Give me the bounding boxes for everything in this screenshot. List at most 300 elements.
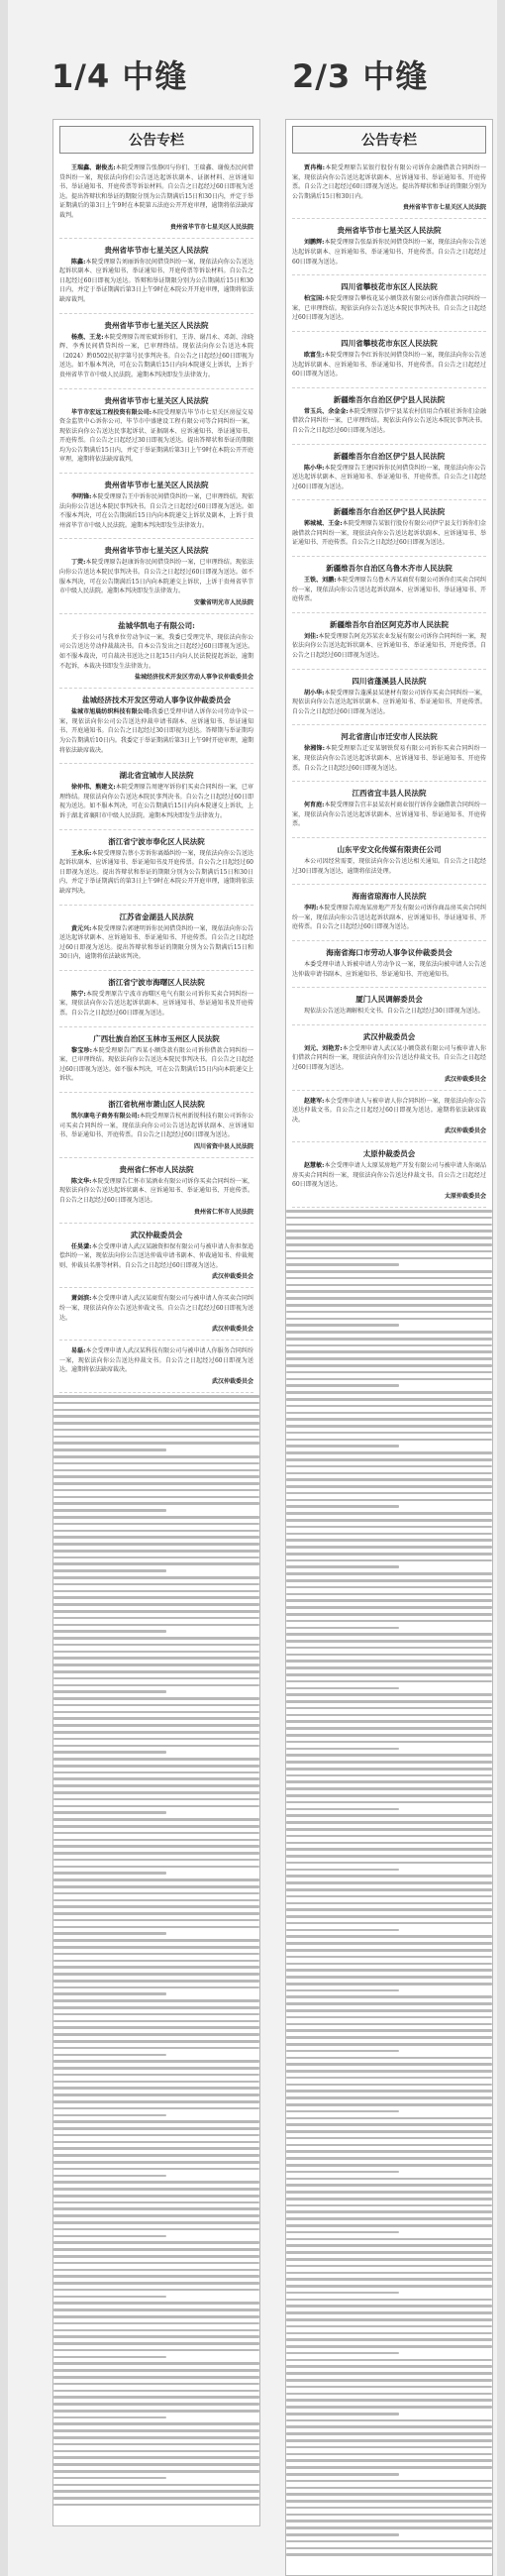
text-line bbox=[53, 2100, 259, 2103]
text-line bbox=[286, 1660, 492, 1663]
text-line bbox=[53, 1818, 259, 1821]
text-line bbox=[53, 1644, 259, 1647]
text-line bbox=[286, 1842, 492, 1845]
notice-item bbox=[59, 1224, 253, 1289]
notice-party: 丁荧: bbox=[71, 559, 86, 567]
notice-list bbox=[286, 158, 492, 2556]
text-line bbox=[53, 1415, 259, 1418]
notice-text: 本院受理原告周宏斌诉你们、王涛、谢昌永、邓剑、涂晓辉、李秀民间借贷纠纷一案，已审理终结。现依法向你公告送达本院（2024）黔0502民初字第号民事判决书。自公告之日起经过60日即视为送达。如不服本判决，可在公告期满后15日内向本院递交上诉状，上诉于贵州省毕节市中级人民法院。逾期本判决即发生法律效力。 bbox=[59, 333, 253, 378]
text-line bbox=[53, 2047, 259, 2050]
notice-body bbox=[292, 351, 486, 379]
notice-party: 黄元兴: bbox=[71, 924, 92, 932]
text-line bbox=[286, 1654, 492, 1657]
text-line bbox=[286, 1478, 492, 1481]
text-line bbox=[286, 1485, 492, 1488]
text-line bbox=[53, 1409, 259, 1412]
notice-body bbox=[59, 1177, 253, 1206]
text-line bbox=[286, 1969, 492, 1972]
text-line bbox=[286, 2110, 399, 2113]
text-line bbox=[286, 1848, 492, 1851]
text-line bbox=[286, 1539, 492, 1542]
page-title-right: 2/3 中缝 bbox=[292, 57, 429, 95]
notice-body bbox=[292, 1097, 486, 1126]
text-line bbox=[286, 1666, 492, 1669]
notice-item bbox=[59, 830, 253, 906]
notice-item bbox=[292, 782, 486, 838]
text-line bbox=[286, 1236, 492, 1239]
notice-issuer: 武汉仲裁委员会 bbox=[130, 1230, 183, 1239]
text-line bbox=[286, 1687, 399, 1690]
text-line bbox=[53, 2221, 259, 2224]
text-line bbox=[53, 2484, 259, 2487]
notice-body bbox=[59, 408, 253, 466]
text-line bbox=[286, 1357, 492, 1360]
text-line bbox=[286, 2023, 492, 2026]
notice-item bbox=[292, 725, 486, 782]
text-line bbox=[53, 2040, 259, 2043]
text-line bbox=[286, 1714, 492, 1717]
text-line bbox=[286, 2217, 492, 2220]
text-line bbox=[286, 2036, 492, 2039]
notice-issuer: 新疆维吾尔自治区伊宁县人民法院 bbox=[333, 451, 446, 461]
text-line bbox=[53, 2329, 259, 2332]
notice-issuer: 浙江省宁波市奉化区人民法院 bbox=[108, 836, 205, 846]
text-line bbox=[286, 1230, 492, 1233]
text-line bbox=[286, 2285, 492, 2288]
text-line bbox=[286, 1593, 492, 1596]
text-line bbox=[286, 2305, 492, 2308]
text-line bbox=[286, 2292, 399, 2295]
notice-body bbox=[292, 689, 486, 717]
notice-item bbox=[292, 941, 486, 988]
text-line bbox=[53, 2060, 259, 2063]
notice-signature: 武汉仲裁委员会 bbox=[444, 1127, 486, 1135]
text-line bbox=[286, 1318, 492, 1321]
text-line bbox=[53, 1496, 259, 1499]
text-line bbox=[53, 1872, 166, 1875]
notice-body bbox=[292, 801, 486, 829]
notice-item bbox=[59, 539, 253, 613]
notice-issuer: 新疆维吾尔自治区伊宁县人民法院 bbox=[333, 394, 446, 404]
notice-body bbox=[292, 1161, 486, 1190]
text-line bbox=[53, 1684, 259, 1687]
notice-item bbox=[59, 389, 253, 475]
text-line bbox=[53, 2335, 259, 2338]
notice-party: 陈鑫: bbox=[71, 258, 86, 266]
text-line bbox=[53, 2241, 259, 2244]
notice-issuer: 新疆维吾尔自治区伊宁县人民法院 bbox=[333, 507, 446, 517]
notice-text: 本院受理原告攀枝花某小额贷款有限公司诉你借款合同纠纷一案，已审理终结。现依法向你公告送达本院民事判决书。自公告之日起经过60日即视为送达。 bbox=[292, 295, 486, 322]
notice-item bbox=[59, 971, 253, 1027]
text-line bbox=[53, 1536, 259, 1539]
print-texture bbox=[53, 1395, 259, 2507]
text-line bbox=[53, 1878, 259, 1881]
text-line bbox=[286, 1384, 399, 1387]
text-line bbox=[53, 2248, 259, 2251]
notice-item bbox=[292, 332, 486, 388]
text-line bbox=[286, 1720, 492, 1723]
text-line bbox=[53, 1758, 259, 1761]
text-line bbox=[286, 2043, 492, 2046]
text-line bbox=[53, 1482, 259, 1485]
text-line bbox=[286, 1808, 399, 1811]
text-line bbox=[286, 2272, 492, 2275]
notice-party: 盐城市旭晨纺织科技有限公司: bbox=[71, 708, 152, 716]
notice-party: 李明锋: bbox=[71, 493, 92, 501]
text-line bbox=[53, 2369, 259, 2372]
text-line bbox=[286, 2096, 492, 2099]
text-line bbox=[53, 2067, 259, 2070]
notice-issuer: 河北省唐山市迁安市人民法院 bbox=[341, 732, 438, 742]
notice-issuer: 新疆维吾尔自治区乌鲁木齐市人民法院 bbox=[326, 564, 453, 574]
notice-party: 凯尔康电子商务有限公司: bbox=[71, 1113, 140, 1121]
text-line bbox=[53, 2450, 259, 2453]
notice-item bbox=[292, 275, 486, 332]
text-line bbox=[53, 1596, 259, 1599]
text-line bbox=[286, 2439, 492, 2442]
text-line bbox=[53, 2416, 166, 2419]
text-line bbox=[286, 1465, 492, 1468]
text-line bbox=[53, 2322, 259, 2325]
text-line bbox=[53, 1550, 259, 1553]
notice-list bbox=[53, 158, 259, 2506]
notice-item bbox=[59, 764, 253, 829]
notice-text: 本院受理原告宁波市海曙区电气有限公司诉你买卖合同纠纷一案，现依法向你公告送达起诉状副本、应诉通知书、举证通知书及开庭传票。自公告之日起经过60日即视为送达。 bbox=[59, 990, 253, 1018]
text-line bbox=[286, 2210, 492, 2213]
notice-text: 本院受理原告宜丰县某农村商业银行诉你金融借款合同纠纷一案，现依法向你公告送达起诉状副本、应诉通知书、举证通知书、开庭传票。 bbox=[292, 802, 486, 828]
page-title-left: 1/4 中缝 bbox=[51, 57, 188, 95]
notice-issuer: 贵州省毕节市七星关区人民法院 bbox=[104, 481, 209, 490]
notice-item bbox=[59, 1027, 253, 1093]
notice-issuer: 盐城华凯电子有限公司: bbox=[118, 620, 195, 630]
text-line bbox=[286, 1224, 492, 1227]
text-line bbox=[286, 2191, 492, 2194]
text-line bbox=[286, 2493, 492, 2496]
text-line bbox=[53, 1677, 259, 1680]
text-line bbox=[53, 1402, 259, 1405]
notice-item bbox=[59, 314, 253, 389]
notice-issuer: 贵州省毕节市七星关区人民法院 bbox=[104, 395, 209, 405]
text-line bbox=[286, 2238, 492, 2241]
notice-body bbox=[59, 558, 253, 595]
text-line bbox=[286, 2386, 492, 2389]
notice-issuer: 新疆维吾尔自治区阿克苏市人民法院 bbox=[330, 619, 449, 629]
text-line bbox=[286, 1922, 492, 1925]
notice-issuer: 江西省宜丰县人民法院 bbox=[352, 789, 427, 799]
text-line bbox=[286, 2144, 492, 2147]
text-line bbox=[53, 1999, 259, 2002]
text-line bbox=[286, 2352, 399, 2355]
text-line bbox=[53, 2296, 166, 2299]
text-line bbox=[286, 1257, 492, 1260]
notice-party: 王永乐: bbox=[71, 849, 92, 857]
text-line bbox=[286, 2514, 492, 2517]
notice-body bbox=[59, 990, 253, 1019]
notice-text: 本委受理申请人诉被申请人劳动争议一案，现依法向被申请人公告送达仲裁申请书副本、应诉通知书、举证通知书、开庭通知书。 bbox=[292, 960, 486, 978]
notice-text: 本院受理原告王建国诉你民间借贷纠纷一案，现依法向你公告送达起诉状副本、应诉通知书、举证通知书、开庭传票。自公告之日起经过60日即视为送达。 bbox=[292, 464, 486, 490]
notice-item bbox=[292, 158, 486, 219]
notice-text: 本院受理原告蓬溪县某建材有限公司诉你买卖合同纠纷一案，现依法向你公告送达起诉状副本、应诉通知书、举证通知书、开庭传票。自公告之日起经过60日即视为送达。 bbox=[292, 689, 486, 715]
text-line bbox=[53, 2302, 259, 2305]
notice-text: 本会受理申请人武汉某融资担保有限公司与被申请人你担保追偿纠纷一案，现依法向你公告送达仲裁申请书副本、仲裁通知书、仲裁规则、仲裁员名册等材料。自公告之日起经过60日即视为送达。 bbox=[59, 1242, 253, 1269]
text-line bbox=[53, 1562, 259, 1565]
text-line bbox=[53, 1469, 259, 1472]
notice-text: 本院受理原告张静因与你们、王瑞鑫、谢俊杰民间借贷纠纷一案，现依法向你们公告送达起诉状副本、证据材料、应诉通知书、举证通知书、开庭传票等诉讼材料。自公告之日起经过60日即视为送达。提出答辩状和举证的期限分别为公告期满后15日和30日内，并定于举证期满后的第3日上午9时在本院第五法庭公开开庭审理，逾期将依法缺席裁判。 bbox=[59, 164, 253, 219]
text-line bbox=[53, 2255, 259, 2258]
text-line bbox=[286, 2231, 399, 2234]
text-line bbox=[53, 1784, 259, 1787]
text-line bbox=[53, 1556, 259, 1559]
text-line bbox=[53, 1912, 259, 1915]
text-line bbox=[286, 1331, 492, 1334]
text-line bbox=[286, 2406, 492, 2409]
notice-issuer: 海南省海口市劳动人事争议仲裁委员会 bbox=[326, 947, 453, 957]
text-line bbox=[53, 1905, 259, 1908]
text-line bbox=[53, 1798, 259, 1801]
notice-signature: 贵州省仁怀市人民法院 bbox=[193, 1208, 253, 1216]
text-line bbox=[286, 2365, 492, 2368]
notice-issuer: 贵州省毕节市七星关区人民法院 bbox=[337, 226, 442, 236]
text-line bbox=[53, 2376, 259, 2379]
text-line bbox=[53, 1926, 259, 1929]
notice-text: 我委已受理申请人诉你公司劳动争议一案，现依法向你公司公告送达仲裁申请书副本、应诉通知书、举证通知书、开庭通知书。自公告之日起经过30日即视为送达。答辩期与举证期均为公告期满后10日内。我委定于举证期满后第3日上午9时开庭审理，逾期将依法缺席裁决。 bbox=[59, 708, 253, 754]
text-line bbox=[286, 1707, 492, 1710]
text-line bbox=[286, 1741, 492, 1744]
notice-signature: 武汉仲裁委员会 bbox=[444, 1075, 486, 1083]
notice-issuer: 山东平安文化传媒有限责任公司 bbox=[337, 844, 442, 854]
text-line bbox=[53, 1395, 259, 1398]
text-line bbox=[286, 2359, 492, 2362]
text-line bbox=[286, 2164, 492, 2167]
notice-body bbox=[59, 633, 253, 671]
text-line bbox=[286, 1492, 492, 1495]
text-line bbox=[286, 1472, 492, 1475]
text-line bbox=[53, 1711, 259, 1714]
notice-party: 徐湘锋: bbox=[304, 745, 326, 753]
print-texture bbox=[286, 1210, 492, 2556]
text-line bbox=[286, 1458, 492, 1461]
text-line bbox=[53, 1966, 259, 1969]
notice-body bbox=[59, 1242, 253, 1271]
text-line bbox=[286, 1821, 492, 1824]
notice-signature: 盐城经济技术开发区劳动人事争议仲裁委员会 bbox=[134, 674, 253, 682]
text-line bbox=[53, 1946, 259, 1949]
notice-issuer: 海南省琼海市人民法院 bbox=[352, 892, 427, 902]
text-line bbox=[53, 2349, 259, 2352]
text-line bbox=[286, 1633, 492, 1636]
notice-text: 本公司因经营需要，现依法向你公告送达相关通知。自公告之日起经过30日即视为送达，逾期将依法处理。 bbox=[292, 857, 486, 875]
text-line bbox=[53, 2114, 166, 2117]
notice-issuer: 贵州省毕节市七星关区人民法院 bbox=[104, 320, 209, 330]
text-line bbox=[53, 1583, 259, 1586]
text-line bbox=[286, 1277, 492, 1280]
text-line bbox=[53, 1745, 259, 1748]
notice-party: 王瑞鑫、谢俊杰: bbox=[71, 164, 116, 171]
text-line bbox=[286, 1526, 492, 1529]
notice-body bbox=[59, 333, 253, 380]
text-line bbox=[286, 1270, 492, 1273]
notice-signature: 武汉仲裁委员会 bbox=[211, 1273, 253, 1281]
text-line bbox=[286, 1734, 492, 1737]
notice-party: 郭城城、王金: bbox=[304, 520, 343, 528]
text-line bbox=[286, 1935, 492, 1938]
text-line bbox=[286, 1599, 492, 1602]
notice-party: 贾冉梅: bbox=[304, 164, 326, 171]
notice-text: 本院受理原告某银行股份有限公司伊宁县支行诉你们金融借款合同纠纷一案，现依法向你公告送达起诉状副本、应诉通知书、举证通知书、开庭传票。自公告之日起经过60日即视为送达。 bbox=[292, 520, 486, 547]
text-line bbox=[286, 1425, 492, 1428]
text-line bbox=[286, 1546, 492, 1549]
text-line bbox=[286, 2299, 492, 2302]
notice-issuer: 湖北省宜城市人民法院 bbox=[119, 771, 194, 781]
notice-body bbox=[292, 857, 486, 876]
text-line bbox=[286, 1210, 492, 1213]
text-line bbox=[286, 2325, 492, 2328]
text-line bbox=[53, 1670, 259, 1673]
text-line bbox=[286, 1895, 492, 1898]
text-line bbox=[53, 2175, 166, 2178]
text-line bbox=[53, 1455, 259, 1458]
text-line bbox=[53, 1765, 259, 1768]
text-line bbox=[53, 2161, 259, 2164]
text-line bbox=[286, 2090, 492, 2093]
text-line bbox=[53, 1422, 259, 1425]
notice-signature: 安徽省明光市人民法院 bbox=[193, 598, 253, 606]
text-line bbox=[53, 2456, 259, 2459]
notice-party: 黎宝珍: bbox=[71, 1046, 93, 1054]
text-line bbox=[286, 1364, 492, 1367]
notice-text: 本院受理原告伊宁县某农村信用合作联社诉你们金融借款合同纠纷一案，已审理终结。现依法向你公告送达本院民事判决书。自公告之日起经过60日即视为送达。 bbox=[292, 407, 486, 434]
notice-body bbox=[59, 163, 253, 221]
notice-text: 本院受理原告王中诉你民间借贷纠纷一案，已审理终结。现依法向你公告送达本院民事判决书。自公告之日起经过60日即视为送达。如不服本判决，可在公告期满后15日内向本院递交上诉状及副本，上诉于贵州省毕节市中级人民法院。逾期本判决即发生法律效力。 bbox=[59, 493, 253, 529]
notice-issuer: 广西壮族自治区玉林市玉州区人民法院 bbox=[93, 1033, 220, 1043]
notice-item bbox=[292, 445, 486, 501]
text-line bbox=[286, 1963, 492, 1966]
text-line bbox=[286, 1304, 492, 1307]
text-line bbox=[53, 1429, 259, 1432]
text-line bbox=[53, 1576, 259, 1579]
text-line bbox=[53, 1751, 166, 1754]
notice-item bbox=[292, 388, 486, 445]
text-line bbox=[286, 1780, 492, 1783]
text-line bbox=[286, 1324, 399, 1327]
text-line bbox=[286, 2084, 492, 2087]
notice-body bbox=[292, 904, 486, 932]
text-line bbox=[286, 1862, 492, 1865]
text-line bbox=[286, 1606, 492, 1609]
notice-text: 本院受理原告阿克苏某农业发展有限公司诉你合同纠纷一案，现依法向你公告送达起诉状副本、应诉通知书、举证通知书、开庭传票。自公告之日起经过60日即视为送达。 bbox=[292, 632, 486, 660]
text-line bbox=[53, 1543, 259, 1546]
text-line bbox=[286, 1432, 492, 1435]
text-line bbox=[286, 1673, 492, 1676]
text-line bbox=[53, 1939, 259, 1942]
text-line bbox=[53, 2207, 259, 2210]
notice-text: 本院受理原告刘丽诉你民间借贷纠纷一案，现依法向你公告送达起诉状副本、应诉通知书、举证通知书、开庭传票等诉讼材料。自公告之日起经过60日即视为送达。答辩和举证期限分别为公告期满后15日和30日内，并定于举证期满后第3日上午9时在本院公开开庭审理，逾期将依法缺席裁判。 bbox=[59, 258, 253, 303]
text-line bbox=[53, 1973, 259, 1976]
text-line bbox=[53, 1791, 259, 1794]
text-line bbox=[53, 2403, 259, 2406]
text-line bbox=[286, 1311, 492, 1314]
notice-body bbox=[292, 238, 486, 267]
text-line bbox=[286, 2446, 492, 2449]
notice-item bbox=[292, 557, 486, 613]
text-line bbox=[53, 1475, 259, 1478]
text-line bbox=[286, 1350, 492, 1353]
text-line bbox=[286, 1774, 492, 1777]
notice-body bbox=[59, 1294, 253, 1323]
text-line bbox=[286, 2171, 399, 2174]
text-line bbox=[286, 1391, 492, 1394]
text-line bbox=[53, 2054, 166, 2057]
text-line bbox=[286, 2150, 492, 2153]
text-line bbox=[286, 1553, 492, 1556]
text-line bbox=[53, 2289, 259, 2292]
notice-text: 本会受理申请人武汉某商贸有限公司与被申请人你买卖合同纠纷一案，现依法向你公告送达仲裁文书。自公告之日起经过60日即视为送达。 bbox=[59, 1295, 253, 1322]
text-line bbox=[286, 2123, 492, 2126]
text-line bbox=[53, 1777, 259, 1780]
notice-party: 陈文华: bbox=[71, 1177, 92, 1185]
text-line bbox=[53, 1442, 259, 1445]
notice-item bbox=[59, 1341, 253, 1393]
text-line bbox=[53, 1664, 259, 1666]
text-line bbox=[53, 2195, 259, 2198]
text-line bbox=[286, 1378, 492, 1381]
text-line bbox=[53, 1717, 259, 1720]
text-line bbox=[53, 2308, 259, 2311]
notice-text: 关于你公司与我单位劳动争议一案，我委已受理完毕，现依法向你公司公告送达劳动仲裁裁决书。自本公告发出之日起经过60日即视为送达。如不服本裁决，可自裁决书送达之日起15日内向人民法院提起诉讼，逾期不起诉，本裁决书即发生法律效力。 bbox=[59, 633, 253, 670]
text-line bbox=[53, 1731, 259, 1734]
text-line bbox=[53, 2470, 259, 2473]
text-line bbox=[53, 1986, 259, 1989]
text-line bbox=[286, 1338, 492, 1341]
text-line bbox=[286, 2070, 492, 2073]
text-line bbox=[286, 1505, 399, 1508]
text-line bbox=[286, 2480, 492, 2483]
text-line bbox=[53, 2275, 259, 2278]
text-line bbox=[53, 1630, 166, 1633]
text-line bbox=[53, 1502, 259, 1505]
text-line bbox=[286, 2487, 492, 2490]
text-line bbox=[53, 1852, 259, 1855]
text-line bbox=[53, 1724, 259, 1727]
text-line bbox=[286, 1620, 492, 1623]
notice-item bbox=[59, 1288, 253, 1341]
text-line bbox=[53, 1516, 259, 1519]
text-line bbox=[53, 2188, 259, 2191]
notice-body bbox=[59, 707, 253, 755]
text-line bbox=[53, 2463, 259, 2466]
text-line bbox=[286, 2016, 492, 2019]
text-line bbox=[53, 1530, 259, 1533]
text-line bbox=[286, 2500, 492, 2503]
text-line bbox=[53, 1610, 259, 1613]
text-line bbox=[286, 1814, 492, 1817]
text-line bbox=[286, 1579, 492, 1582]
column-header: 公告专栏 bbox=[59, 126, 253, 154]
text-line bbox=[286, 2029, 492, 2032]
text-line bbox=[286, 1855, 492, 1858]
text-line bbox=[53, 2154, 259, 2157]
text-line bbox=[286, 2050, 399, 2053]
text-line bbox=[286, 2009, 492, 2012]
notice-text: 本院受理原告李红诉你民间借贷纠纷一案，现依法向你公告送达起诉状副本、应诉通知书、举证通知书、开庭传票。自公告之日起经过60日即视为送达。 bbox=[292, 351, 486, 378]
text-line bbox=[53, 2020, 259, 2023]
text-line bbox=[53, 2422, 259, 2425]
text-line bbox=[53, 1637, 259, 1640]
notice-party: 萧剑滨: bbox=[71, 1295, 92, 1303]
notice-text: 本院受理原告毕节市七星关区房屋交易资金监管中心诉你公司、毕节市中盛建设工程有限公司等合同纠纷一案，现依法向你公告送达民事起诉状、证据副本、应诉通知书、举证通知书、开庭传票。自公告之日起经过30日即视为送达。提出答辩状和举证的期限均为公告期满后15日内，并定于举证期满后第3日上午9时在本院公开开庭审理，逾期将依法缺席裁判。 bbox=[59, 408, 253, 464]
text-line bbox=[53, 1569, 166, 1572]
text-line bbox=[286, 1627, 399, 1630]
